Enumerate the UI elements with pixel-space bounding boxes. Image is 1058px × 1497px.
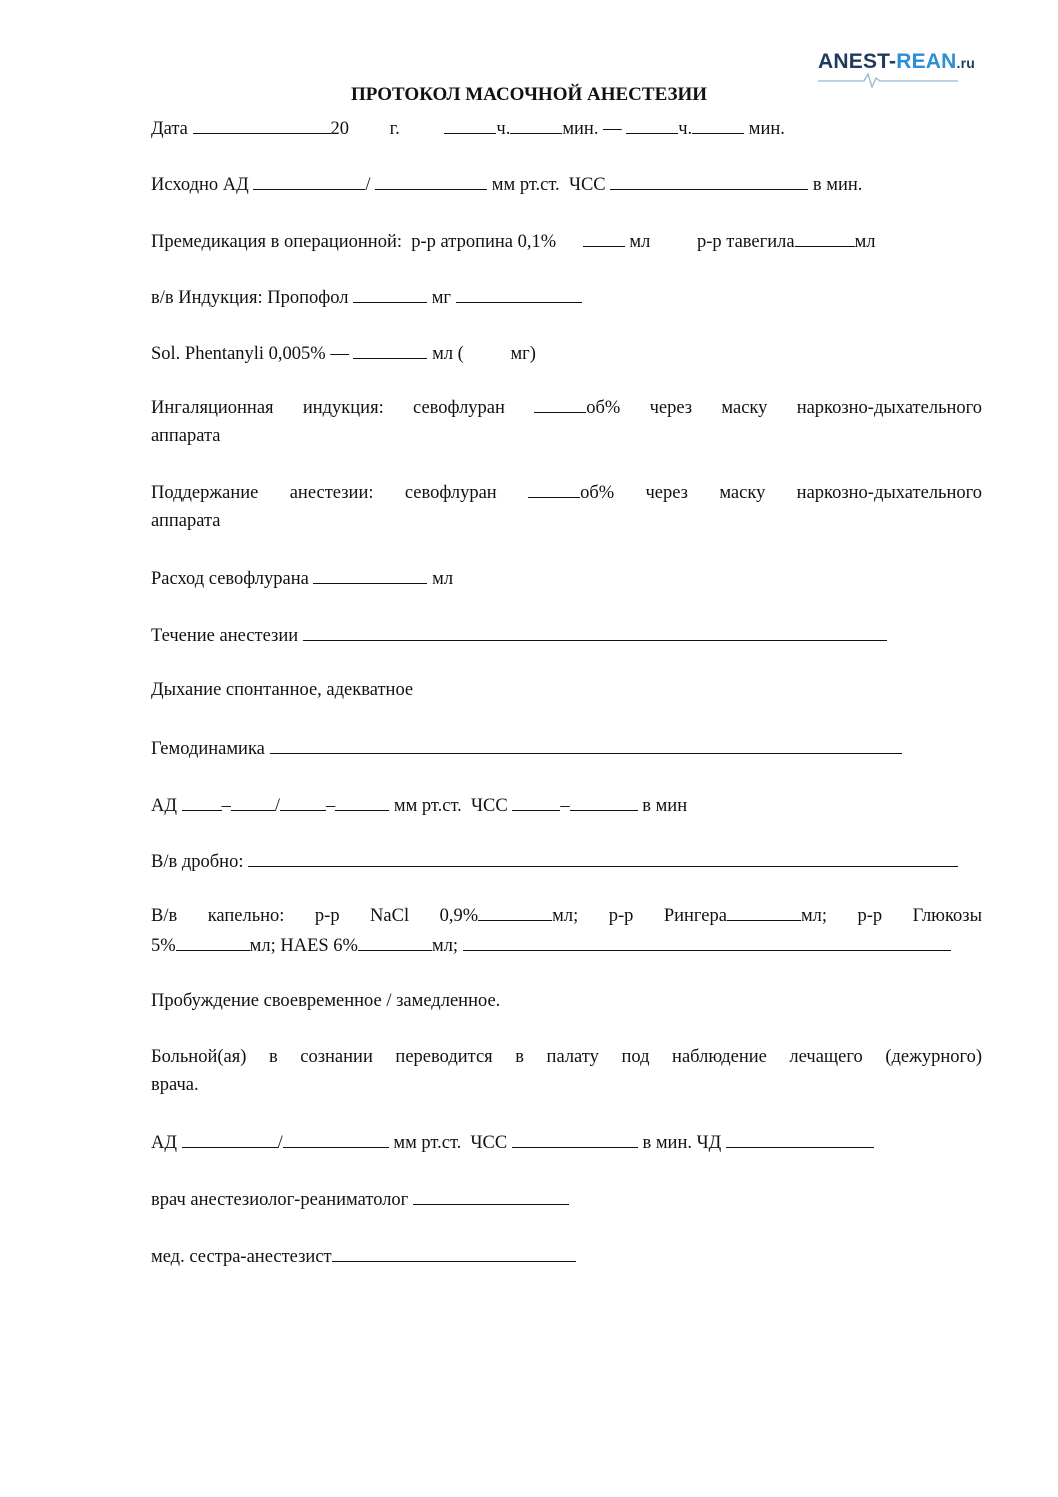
sevo-maint-blank[interactable] <box>528 480 580 498</box>
iv-bolus-blank[interactable] <box>248 849 958 867</box>
atropine-label: р-р атропина 0,1% <box>411 232 557 252</box>
mg-label: мг <box>431 288 452 308</box>
initial-sys-blank[interactable] <box>253 172 365 190</box>
awakening-line: Пробуждение своевременное / замедленное. <box>151 991 501 1011</box>
word-in: в <box>268 1047 278 1067</box>
consumption-label: Расход севофлурана <box>151 569 309 589</box>
doctor-signature-line <box>151 1187 569 1211</box>
bp-range-line <box>151 793 687 817</box>
word-to: в <box>515 1047 524 1067</box>
word-ward: палату <box>546 1047 599 1067</box>
tavegil-label: р-р тавегила <box>696 232 795 252</box>
initial-bp-line <box>151 172 862 196</box>
word-patient: Больной(ая) <box>151 1047 247 1067</box>
ml-label-2: мл <box>854 232 876 252</box>
word-transferred: переводится <box>395 1047 493 1067</box>
ml-semicolon-3: мл; <box>431 936 459 956</box>
course-blank[interactable] <box>303 623 887 641</box>
induction-extra-blank[interactable] <box>456 285 582 303</box>
final-hr-blank[interactable] <box>512 1130 638 1148</box>
nurse-signature-line <box>151 1244 576 1268</box>
final-bp-line <box>151 1130 874 1154</box>
dash: – <box>221 796 231 816</box>
ml-label: мл <box>629 232 651 252</box>
iv-bolus-line <box>151 849 958 873</box>
unit-mmhg-3: мм рт.ст. <box>393 1133 462 1153</box>
date-label: Дата <box>151 119 188 139</box>
initial-hr-blank[interactable] <box>610 172 808 190</box>
breathing-line: Дыхание спонтанное, адекватное <box>151 680 414 700</box>
slash-3: / <box>277 1133 283 1153</box>
nurse-signature-blank[interactable] <box>332 1244 576 1262</box>
logo-text-part1: ANEST- <box>818 50 897 73</box>
initial-dia-blank[interactable] <box>375 172 487 190</box>
min-label-2: мин. <box>748 119 785 139</box>
maintenance-line1 <box>151 479 982 507</box>
initial-bp-label: Исходно АД <box>151 175 249 195</box>
date-blank[interactable] <box>193 116 331 134</box>
fentanyl-label: Sol. Phentanyli 0,005% — <box>151 344 349 364</box>
vol-percent-label-2: об% <box>580 483 615 503</box>
ml-semicolon-2: мл; <box>800 906 828 926</box>
word-through-2: через <box>645 483 688 503</box>
hes-blank[interactable] <box>358 933 432 951</box>
course-line <box>151 623 887 647</box>
iv-drip-line1 <box>151 902 982 930</box>
sevo-percent-group <box>534 398 620 418</box>
document-title: ПРОТОКОЛ МАСОЧНОЙ АНЕСТЕЗИИ <box>350 84 708 105</box>
hr-label: ЧСС <box>568 175 606 195</box>
atropine-blank[interactable] <box>583 229 625 247</box>
induction-label: в/в Индукция: Пропофол <box>151 288 349 308</box>
glucose-blank[interactable] <box>176 933 250 951</box>
ringer-blank[interactable] <box>727 903 801 921</box>
word-conscious: сознании <box>300 1047 373 1067</box>
transfer-line1 <box>151 1043 982 1071</box>
final-sys-blank[interactable] <box>182 1130 278 1148</box>
slash: / <box>365 175 371 195</box>
date-year-suffix: г. <box>389 119 400 139</box>
unit-mmhg: мм рт.ст. <box>491 175 560 195</box>
per-min-rr-label: в мин. ЧД <box>642 1133 722 1153</box>
vol-percent-label: об% <box>586 398 621 418</box>
word-solution: р-р <box>314 906 340 926</box>
sevo-percent-group-2 <box>528 483 614 503</box>
sys-max-blank[interactable] <box>231 793 275 811</box>
word-under: под <box>621 1047 650 1067</box>
start-min-blank[interactable] <box>510 116 562 134</box>
unit-mmhg-2: мм рт.ст. <box>393 796 462 816</box>
hemodynamics-blank[interactable] <box>270 736 902 754</box>
slash-2: / <box>274 796 280 816</box>
min-label: мин. — <box>562 119 622 139</box>
ringer-label: Рингера <box>663 906 727 926</box>
consumption-line <box>151 566 453 590</box>
sevo-induction-blank[interactable] <box>534 395 586 413</box>
doctor-signature-blank[interactable] <box>413 1187 569 1205</box>
premed-line <box>151 229 876 253</box>
nacl-blank[interactable] <box>478 903 552 921</box>
fentanyl-blank[interactable] <box>353 341 427 359</box>
hour-label: ч. <box>496 119 511 139</box>
dash-2: – <box>326 796 336 816</box>
nurse-label: мед. сестра-анестезист <box>151 1247 332 1267</box>
maintenance-label: Поддержание <box>151 483 259 503</box>
iv-drip-extra-blank[interactable] <box>463 933 951 951</box>
final-dia-blank[interactable] <box>283 1130 389 1148</box>
glucose-percent: 5% <box>151 936 176 956</box>
logo-text-part2: REAN <box>896 50 957 73</box>
final-rr-blank[interactable] <box>726 1130 874 1148</box>
ringer-group <box>664 906 827 926</box>
dia-max-blank[interactable] <box>335 793 389 811</box>
inhal-induction-line1 <box>151 394 982 422</box>
hr-min-blank[interactable] <box>512 793 560 811</box>
sevoflurane-label: севофлуран <box>413 398 505 418</box>
word-anesthesia-machine-2: наркозно-дыхательного <box>796 483 983 503</box>
word-mask-2: маску <box>719 483 766 503</box>
date-year: 20 <box>330 119 349 139</box>
maintenance-line2: аппарата <box>151 511 221 531</box>
word-nacl: NaCl <box>370 906 410 926</box>
sevoflurane-label-2: севофлуран <box>404 483 497 503</box>
sys-min-blank[interactable] <box>182 793 222 811</box>
word-drip: капельно: <box>207 906 285 926</box>
dia-min-blank[interactable] <box>280 793 326 811</box>
premed-label: Премедикация в операционной: <box>151 232 402 252</box>
transfer-line2: врача. <box>151 1075 199 1095</box>
word-solution-3: р-р <box>857 906 883 926</box>
word-anesthesia: анестезии: <box>289 483 374 503</box>
mg-paren-label: мг) <box>510 344 536 364</box>
date-line <box>151 116 785 140</box>
nacl-percent: 0,9% <box>439 906 479 926</box>
course-label: Течение анестезии <box>151 626 299 646</box>
final-bp-label: АД <box>151 1133 177 1153</box>
hour-label-2: ч. <box>678 119 693 139</box>
dash-3: – <box>560 796 570 816</box>
end-min-blank[interactable] <box>692 116 744 134</box>
end-hour-blank[interactable] <box>626 116 678 134</box>
doctor-label: врач анестезиолог-реаниматолог <box>151 1190 409 1210</box>
word-attending: лечащего <box>789 1047 863 1067</box>
word-through: через <box>649 398 693 418</box>
word-anesthesia-machine: наркозно-дыхательного <box>796 398 983 418</box>
logo-text-part3: .ru <box>956 55 976 71</box>
iv-drip-line2 <box>151 933 951 957</box>
inhal-induction-line2: аппарата <box>151 426 221 446</box>
hemodynamics-label: Гемодинамика <box>151 739 265 759</box>
ml-paren-label: мл ( <box>432 344 464 364</box>
induction-line <box>151 285 582 309</box>
word-solution-2: р-р <box>608 906 634 926</box>
hes-label: мл; HAES 6% <box>249 936 358 956</box>
tavegil-blank[interactable] <box>795 229 855 247</box>
fentanyl-line <box>151 341 536 365</box>
per-min-label: в мин. <box>812 175 863 195</box>
hemodynamics-line <box>151 736 902 760</box>
per-min-label-2: в мин <box>642 796 688 816</box>
iv-bolus-label: В/в дробно: <box>151 852 244 872</box>
hr-label-2: ЧСС <box>471 796 508 816</box>
ml-semicolon: мл; <box>552 906 579 926</box>
word-on-duty: (дежурного) <box>885 1047 983 1067</box>
word-mask: маску <box>721 398 768 418</box>
word-observation: наблюдение <box>672 1047 767 1067</box>
word-iv: В/в <box>151 906 178 926</box>
hr-label-3: ЧСС <box>470 1133 508 1153</box>
ml-label-3: мл <box>432 569 454 589</box>
inhal-induction-label: Ингаляционная индукция: <box>151 398 384 418</box>
glucose-label: Глюкозы <box>912 906 983 926</box>
propofol-blank[interactable] <box>353 285 427 303</box>
consumption-blank[interactable] <box>313 566 427 584</box>
hr-max-blank[interactable] <box>570 793 638 811</box>
start-hour-blank[interactable] <box>444 116 496 134</box>
bp-label: АД <box>151 796 177 816</box>
nacl-group <box>440 906 579 926</box>
